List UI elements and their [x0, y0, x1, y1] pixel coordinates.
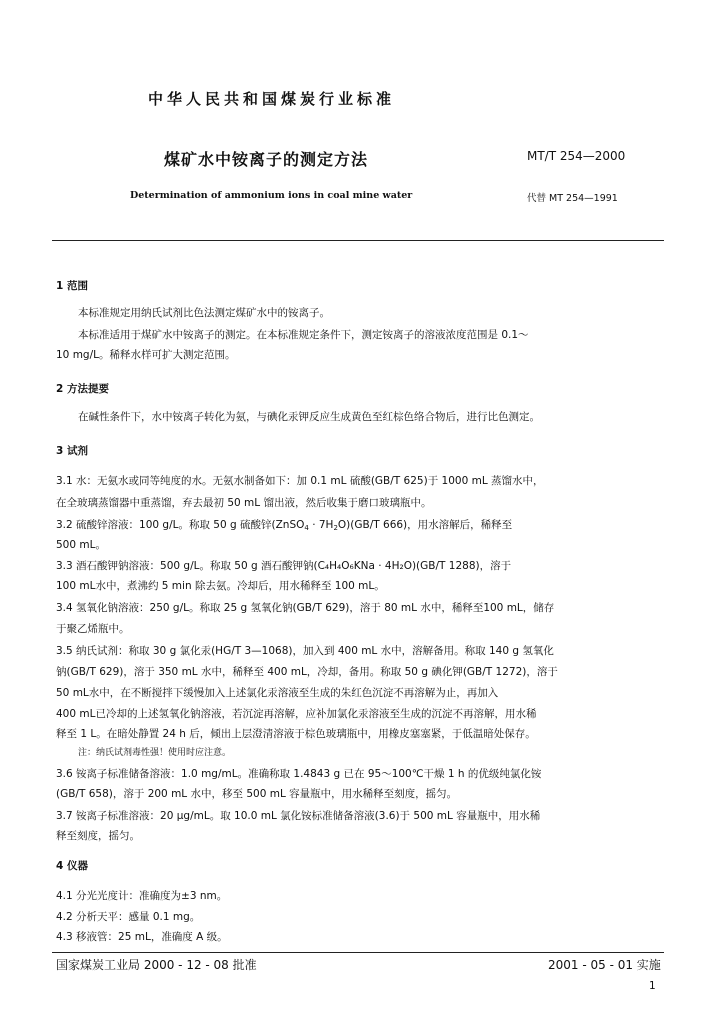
- clause-4-1: 4.1 分光光度计：准确度为±3 nm。: [56, 890, 228, 902]
- clause-3-5: 释至 1 L。在暗处静置 24 h 后，倾出上层澄清溶液于棕色玻璃瓶中，用橡皮塞塞紧，于低温暗处保存。: [56, 728, 536, 740]
- clause-4-3: 4.3 移液管：25 mL，准确度 A 级。: [56, 931, 228, 943]
- clause-3-4: 于聚乙烯瓶中。: [56, 623, 130, 635]
- footer-divider: [52, 952, 664, 953]
- clause-3-3: 3.3 酒石酸钾钠溶液：500 g/L。称取 50 g 酒石酸钾钠(C₄H₄O₆KNa · 4H₂O)(GB/T 1288)，溶于: [56, 560, 512, 572]
- header-divider: [52, 240, 664, 241]
- industry-standard-heading: 中华人民共和国煤炭行业标准: [148, 90, 396, 108]
- clause-3-5: 3.5 纳氏试剂：称取 30 g 氯化汞(HG/T 3—1068)，加入到 400 mL 水中，溶解备用。称取 140 g 氢氧化: [56, 645, 554, 657]
- clause-3-1: 在全玻璃蒸馏器中重蒸馏，弃去最初 50 mL 馏出液，然后收集于磨口玻璃瓶中。: [56, 497, 432, 509]
- clause-3-7: 释至刻度，摇匀。: [56, 830, 140, 842]
- clause-3-5: 50 mL水中，在不断搅拌下缓慢加入上述氯化汞溶液至生成的朱红色沉淀不再溶解为止，再加入: [56, 687, 499, 699]
- section-1-paragraph: 10 mg/L。稀释水样可扩大测定范围。: [56, 349, 236, 361]
- approval-date: 国家煤炭工业局 2000 - 12 - 08 批准: [56, 958, 257, 972]
- clause-3-5-note: 注：纳氏试剂毒性强！使用时应注意。: [78, 748, 232, 758]
- clause-3-2: 3.2 硫酸锌溶液：100 g/L。称取 50 g 硫酸锌(ZnSO$_4$ · $7H_2O)(GB/T$ 666)，用水溶解后，稀释至: [56, 519, 513, 532]
- clause-3-7: 3.7 铵离子标准溶液：20 μg/mL。取 10.0 mL 氯化铵标准储备溶液(3.6)于 500 mL 容量瓶中，用水稀: [56, 810, 541, 822]
- clause-3-5: 钠(GB/T 629)，溶于 350 mL 水中，稀释至 400 mL，冷却，备用。称取 50 g 碘化钾(GB/T 1272)，溶于: [56, 666, 558, 678]
- clause-3-5: 400 mL已冷却的上述氢氧化钠溶液，若沉淀再溶解，应补加氯化汞溶液至生成的沉淀不再溶解，用水稀: [56, 708, 537, 720]
- clause-3-4: 3.4 氢氧化钠溶液：250 g/L。称取 25 g 氢氧化钠(GB/T 629)，溶于 80 mL 水中，稀释至100 mL，储存: [56, 602, 555, 614]
- clause-3-6: 3.6 铵离子标准储备溶液：1.0 mg/mL。准确称取 1.4843 g 已在 95～100℃干燥 1 h 的优级纯氯化铵: [56, 768, 542, 780]
- clause-3-1: 3.1 水：无氨水或同等纯度的水。无氨水制备如下：加 0.1 mL 硫酸(GB/T 625)于 1000 mL 蒸馏水中，: [56, 475, 544, 487]
- standard-number: MT/T 254—2000: [527, 149, 626, 163]
- clause-3-3: 100 mL水中，煮沸约 5 min 除去氨。冷却后，用水稀释至 100 mL。: [56, 580, 385, 592]
- document-title-zh: 煤矿水中铵离子的测定方法: [164, 150, 369, 169]
- section-1-heading: 1 范围: [56, 280, 88, 292]
- clause-3-6: (GB/T 658)，溶于 200 mL 水中，移至 500 mL 容量瓶中，用水稀释至刻度，摇匀。: [56, 788, 458, 800]
- page-number: 1: [649, 980, 656, 992]
- section-2-paragraph: 在碱性条件下，水中铵离子转化为氨，与碘化汞钾反应生成黄色至红棕色络合物后，进行比色测定。: [78, 411, 540, 423]
- clause-4-2: 4.2 分析天平：感量 0.1 mg。: [56, 911, 201, 923]
- document-title-en: Determination of ammonium ions in coal mine water: [130, 190, 413, 201]
- clause-3-2: 500 mL。: [56, 539, 106, 551]
- section-1-paragraph: 本标准规定用纳氏试剂比色法测定煤矿水中的铵离子。: [78, 307, 330, 319]
- section-3-heading: 3 试剂: [56, 445, 88, 457]
- implementation-date: 2001 - 05 - 01 实施: [548, 958, 661, 972]
- section-1-paragraph: 本标准适用于煤矿水中铵离子的测定。在本标准规定条件下，测定铵离子的溶液浓度范围是 0.1～: [78, 329, 529, 341]
- section-4-heading: 4 仪器: [56, 860, 88, 872]
- replaces-standard: 代替 MT 254—1991: [527, 193, 618, 204]
- section-2-heading: 2 方法提要: [56, 383, 109, 395]
